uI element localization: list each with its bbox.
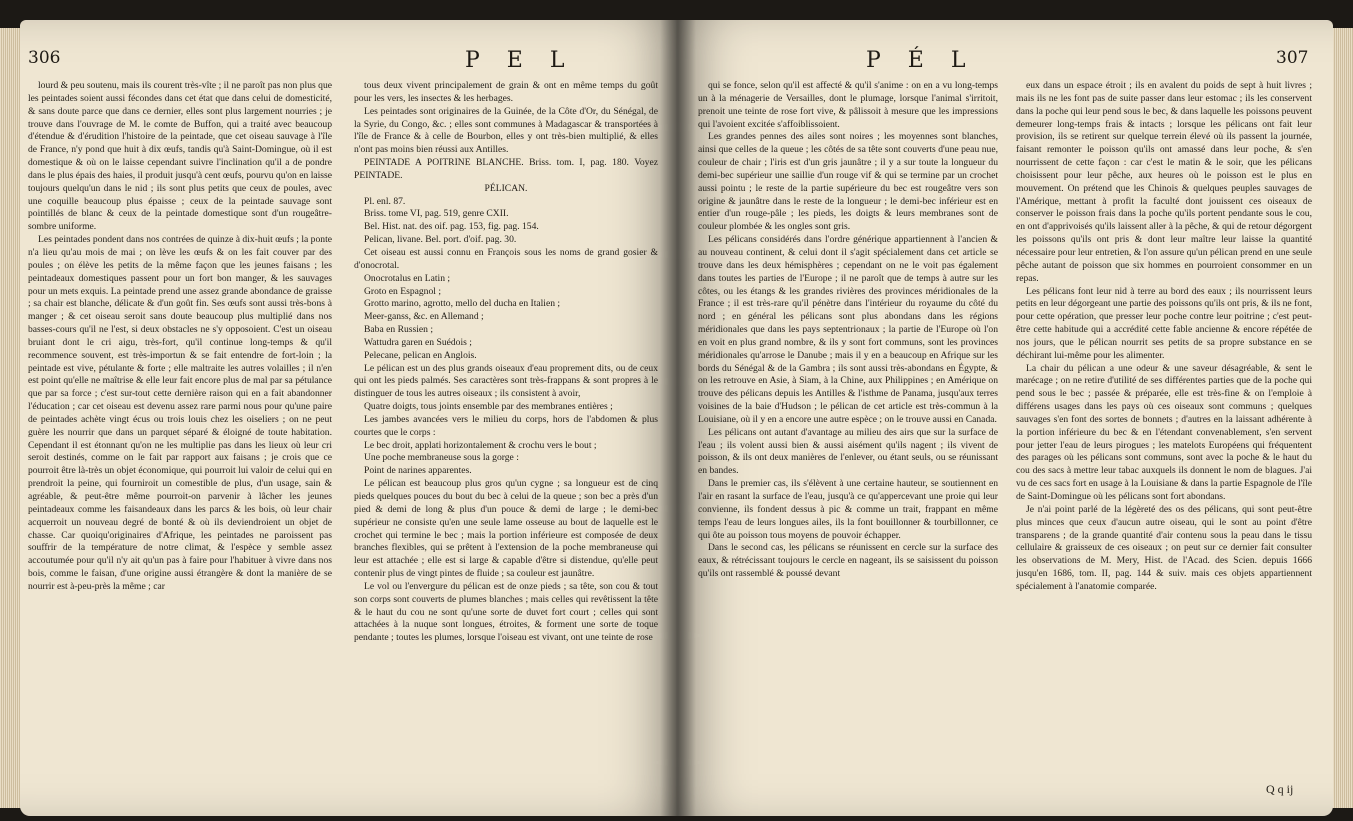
left-page-number: 306 [28,48,61,68]
right-column-1 [698,80,998,804]
paragraph: Dans le second cas, les pélicans se réunissent en cercle sur la surface des eaux, & rétrécissant toujours le cercle en nageant, ils se saisissent du poisson qu'ils ont rassemblé & poussé devant [698,542,998,580]
synonym: Onocrotalus en Latin ; [364,272,451,284]
paragraph: La chair du pélican a une odeur & une saveur désagréable, & sent le marécage ; on ne retire d'utilité de ses différentes parties que de la poche qui pend sous le bec ; passée & préparée, elle est très-fine & on l'emploie à différens usages dans les pays où ces oiseaux sont communs ; quelques sauvages s'en font des sortes de bonnets ; d'autres en la laissant adhérente à la portion inférieure du bec & en l'étendant convenablement, s'en servent pour jetter l'eau de leurs pirogues ; les matelots Européens qui fréquentent des parages où les pélicans sont communs, sont avec la poche & le haut du cou des sacs à mettre leur tabac auxquels ils donnent le nom de blagues. J'ai vu de ces sacs fort en usage à la Louisiane & dans la partie Espagnole de l'île de Saint-Domingue où les pélicans sont fort abondans. [1016,362,1312,502]
paragraph: qui se fonce, selon qu'il est affecté & qu'il s'anime : on en a vu long-temps un à la ménagerie de Versailles, dont le plumage, lorsque l'animal s'irritoit, prenoit une teinte de rose fort vive, & pâlissoit à mesure que les impressions qui l'avoient excitée s'affoiblissoient. [698,80,998,130]
synonym: Wattudra garen en Suédois ; [364,336,472,348]
paragraph: Les peintades pondent dans nos contrées de quinze à dix-huit œufs ; la ponte n'a lieu qu'au mois de mai ; on lève les œufs & on les fait couver par des poules ; on élève les petits de la même façon que les jeunes faisans ; les peintadeaux domestiques passent pour un fort bon manger, & les sauvages pour un mets exquis. La peintade prend une assez grande abondance de graisse ; sa chair est blanche, délicate & d'un goût fin. Ses œufs sont aussi très-bons à manger ; & cet oiseau seroit sans doute beaucoup plus multiplié dans nos basses-cours qu'il ne l'est, si deux obstacles ne s'y opposoient. C'est un oiseau bruiant dont le cri aigu, très-fort, qu'il continue long-temps & qu'il recommence souvent, est très-importun & se fait entendre de fort-loin ; la peintade est vive, pétulante & forte ; elle maltraite les autres volailles ; il n'en est point qu'elle ne maîtrise & elle leur fait encore plus de mal par sa pétulance que par sa force ; c'est sur-tout cette dernière raison qui en a fait abandonner l'éducation ; car cet oiseau est devenu assez rare parmi nous pour qu'une paire de peintades achète vingt écus ou trois louis chez les oiseliers ; on ne peut guère les nourrir que dans un parquet séparé & éloigné de toute habitation. Cependant il est étonnant qu'on ne les multiplie pas dans les lieux où leur cri seroit destinés, comme on le fait par rapport aux faisans ; je crois que ce pourroit être là-très un objet économique, qui pourroit lui valoir de celui qui en prendroit la peine, qui fourniroit un comestible de plus, d'un usage, sain & agréable, & peut-être même pourroit-on parvenir à lâcher les jeunes peintadeaux comme les faisandeaux dans les parcs & les bois, où leur chair acquerroit un nouveau degré de bonté & où ils deviendroient un objet de chasse. Car quoiqu'originaires d'Afrique, les peintades ne paroissent pas souffrir de la température de notre climat, & l'espèce y semble assez accoutumée pour qu'il n'y ait qu'un pas à faire pour l'habituer à vivre dans nos bois, comme le faisan, d'une origine aussi étrangère & dont la manière de se nourrir est à-peu-près la même ; car [28,234,332,592]
paragraph: Je n'ai point parlé de la légèreté des os des pélicans, qui sont peut-être plus minces que ceux d'aucun autre oiseau, qui le sont au point d'être transparens ; de la grande quantité d'air contenu sous la peau dans le tissu cellulaire & graisseux de ces oiseaux ; on peut sur ce dernier fait consulter les observations de M. Mery, Hist. de l'Acad. des Scien. depuis 1666 jusqu'en 1686, tom. II, pag. 144 & suiv. mais ces objets appartiennent spécialement à l'anatomie comparée. [1016,503,1312,592]
left-column-2 [354,80,658,804]
reference: Bel. Hist. nat. des oif. pag. 153, fig. pag. 154. [364,221,539,233]
synonym: Pelecane, pelican en Anglois. [364,349,477,361]
reference: Pl. enl. 87. [364,195,406,207]
right-column-2 [1016,80,1312,780]
paragraph: tous deux vivent principalement de grain & ont en même temps du goût pour les vers, les insectes & les herbages. [354,80,658,104]
paragraph: Les pélicans considérés dans l'ordre générique appartiennent à l'ancien & au nouveau continent, & celui dont il s'agit spécialement dans cet article se trouve dans les deux hémisphères ; cependant on ne le voit pas également dans toutes les parties de l'Europe ; il ne paroît que de temps à autre sur les côtes, ou les étangs & les grandes rivières des provinces méridionales de la France ; il est très-rare qu'il pénètre dans l'intérieur du royaume du côté du nord ; en général les pélicans sont plus abondans dans les régions méridionales que dans les pays septentrionaux ; la partie de l'Europe où l'on en voit en plus grand nombre, & ils y sont fort communs, sont les provinces méridionales qu'arrose le Danube ; mais il y en a beaucoup en Afrique sur les bords du Sénégal & de la Gambra ; ils sont aussi très-abondans en Égypte, & on les retrouve en Asie, à Siam, à la Chine, aux Philippines ; en Amérique on trouve des pélicans depuis les Antilles & l'isthme de Panama, jusqu'aux terres voisines de la baie d'Hudson ; le pélican de cet article est très-commun à la Louisiane, où il y en a encore une autre espèce ; on le trouve aussi en Canada. [698,234,998,425]
synonym: Meer-ganss, &c. en Allemand ; [364,311,484,323]
paragraph: Quatre doigts, tous joints ensemble par des membranes entières ; [364,401,613,413]
synonym: Baba en Russien ; [364,324,434,336]
paragraph: Une poche membraneuse sous la gorge : [364,452,519,464]
right-page-edges [1331,28,1353,808]
paragraph: Les pélicans font leur nid à terre au bord des eaux ; ils nourrissent leurs petits en leur dégorgeant une partie des poissons qu'ils ont pris, & ils ne font, pour cette opération, que presser leur poche contre leur poitrine ; c'est peut-être cette habitude qui a accrédité cette fable ancienne & encore répétée de nos jours, que le pélican nourrit ses petits de sa propre substance en se déchirant lui-même pour les alimenter. [1016,285,1312,361]
paragraph: eux dans un espace étroit ; ils en avalent du poids de sept à huit livres ; mais ils ne les font pas de suite passer dans leur estomac ; ils les conservent dans la poche qui leur pend sous le bec, & dans laquelle les poissons peuvent demeurer long-temps frais & intacts ; lorsque les pélicans ont fait leur provision, ils se retirent sur quelque terrein élevé où ils passent la journée, faisant remonter le poisson qu'ils ont amassé dans leur poche, & s'en nourrissent de cette façon : car c'est le matin & le soir, que les pélicans choisissent pour leur pêche, aux heures où le poisson est le plus en mouvement. On prétend que les Chinois & quelques peuples sauvages de l'Amérique, mettant à profit la faculté dont jouissent ces oiseaux de conserver le poisson frais dans la poche qu'ils portent pendante sous le cou, en ont d'apprivoisés qu'ils laissent aller à la pêche, & qui de retour dégorgent les poissons qu'ils ont pris & dont leur maître leur laisse la quantité nécessaire pour leur entretien, & l'on assure qu'un pélican prend en une seule pêche autant de poisson que six hommes en pourroient consommer en un repas. [1016,80,1312,284]
synonym: Groto en Espagnol ; [364,285,442,297]
paragraph: Point de narines apparentes. [364,465,472,477]
paragraph: Le vol ou l'envergure du pélican est de onze pieds ; sa tête, son cou & tout son corps sont couverts de plumes blanches ; mais celles qui revêtissent la tête & le haut du cou ne sont qu'une sorte de duvet fort court ; celles qui sont attachées à la nuque sont longues, étroites, & forment une sorte de toque pendante ; toutes les plumes, lorsque l'oiseau est vivant, ont une teinte de rose [354,580,658,644]
right-page-number: 307 [1276,48,1309,68]
synonym: Grotto marino, agrotto, mello del ducha en Italien ; [364,298,561,310]
book-gutter [660,20,696,816]
left-running-head: P E L [465,48,575,73]
paragraph: Le pélican est beaucoup plus gros qu'un cygne ; sa longueur est de cinq pieds quelques pouces du bout du bec à celui de la queue ; son bec a près d'un pied & demi de long & plus d'un pouce & demi de large ; le demi-bec supérieur ne consiste qu'en une seule lame osseuse au bout de laquelle est le crochet qui termine le bec ; mais la portion inférieure est composée de deux branches flexibles, qui se prêtent à l'extension de la poche membraneuse qui leur est attachée ; elle est si large & capable d'être si distendue, qu'elle peut contenir plus de vingt pintes de fluide ; sa couleur est jaunâtre. [354,478,658,580]
reference: Pelican, livane. Bel. port. d'oif. pag. 30. [364,234,517,246]
paragraph: Le bec droit, applati horizontalement & crochu vers le bout ; [364,439,597,451]
left-page [20,20,680,816]
paragraph: Dans le premier cas, ils s'élèvent à une certaine hauteur, se soutiennent en l'air en rasant la surface de l'eau, jusqu'à ce qu'appercevant une proie qui leur convienne, ils fondent dessus à pic & comme un trait, frappant en même temps l'eau de leurs longues ailes, ils la font bouillonner & tourbillonner, ce qui ôte au poisson tous moyens de pouvoir échapper. [698,478,998,541]
signature-mark: Q q ij [1266,782,1294,796]
paragraph: Les grandes pennes des ailes sont noires ; les moyennes sont blanches, ainsi que celles de la queue ; les côtés de sa tête sont couverts d'une peau nue, couleur de chair ; l'iris est d'un gris jaunâtre ; il y a sur toute la longueur du demi-bec supérieur une saillie d'un rouge vif & qui se termine par un crochet aussi pointu ; le reste de la partie supérieure du bec est rougeâtre vers son origine & jaunâtre dans le reste de la longueur ; le demi-bec inférieur est en entier d'un rouge-pâle ; les pieds, les doigts & leurs membranes sont de couleur plombée & les ongles sont gris. [698,131,998,233]
paragraph: Les jambes avancées vers le milieu du corps, hors de l'abdomen & plus courtes que le corps : [354,413,658,438]
paragraph: Les pélicans ont autant d'avantage au milieu des airs que sur la surface de l'eau ; ils volent aussi bien & aussi aisément qu'ils nagent ; ils vivent de poisson, & ils ont deux manières de l'enlever, ou étant seuls, ou se réunissant en bandes. [698,426,998,477]
paragraph: Cet oiseau est aussi connu en François sous les noms de grand gosier & d'onocrotal. [354,246,658,271]
entry-title: PÉLICAN. [484,182,528,194]
right-page [676,20,1333,816]
reference: Briss. tome VI, pag. 519, genre CXII. [364,208,509,220]
left-column-1 [28,80,332,804]
left-page-edges [0,28,22,808]
paragraph: Le pélican est un des plus grands oiseaux d'eau proprement dits, ou de ceux qui ont les pieds palmés. Ses caractères sont très-frappans & sont propres à le distinguer de tous les autres oiseaux ; ils consistent à avoir, [354,362,658,400]
right-running-head: P É L [866,48,976,73]
paragraph: lourd & peu soutenu, mais ils courent très-vîte ; il ne paroît pas non plus que les peintades soient aussi fécondes dans cet état que dans celui de domesticité, & sans doute parce que dans ce dernier, elles sont plus largement nourries ; je trouve dans l'ouvrage de M. le comte de Buffon, qui a traité avec beaucoup d'étendue & d'érudition l'histoire de la peintade, que cet oiseau sauvage à l'île de France, n'y pond que huit à dix œufs, tandis qu'à Saint-Domingue, où il est domestique & où on le laisse cependant suivre l'inclination qu'il a de pondre dans le plus épais des haies, il produit jusqu'à cent œufs, pourvu qu'on en laisse toujours quelqu'un dans le nid ; ils sont plus petits que ceux de poules, avec une coquille beaucoup plus épaisse ; ceux de la peintade sauvage sont pointillés de blanc & ceux de la peintade domestique sont d'un rougeâtre-sombre uniforme. [28,80,332,233]
paragraph: Les peintades sont originaires de la Guinée, de la Côte d'Or, du Sénégal, de la Syrie, du Congo, &c. ; elles sont communes à Madagascar & transportées à l'île de France & à celle de Bourbon, elles y ont très-bien multiplié, & elles n'ont pas moins bien réussi aux Antilles. [354,105,658,156]
entry-heading: PEINTADE A POITRINE BLANCHE. Briss. tom. I, pag. 180. Voyez PEINTADE. [354,157,658,181]
